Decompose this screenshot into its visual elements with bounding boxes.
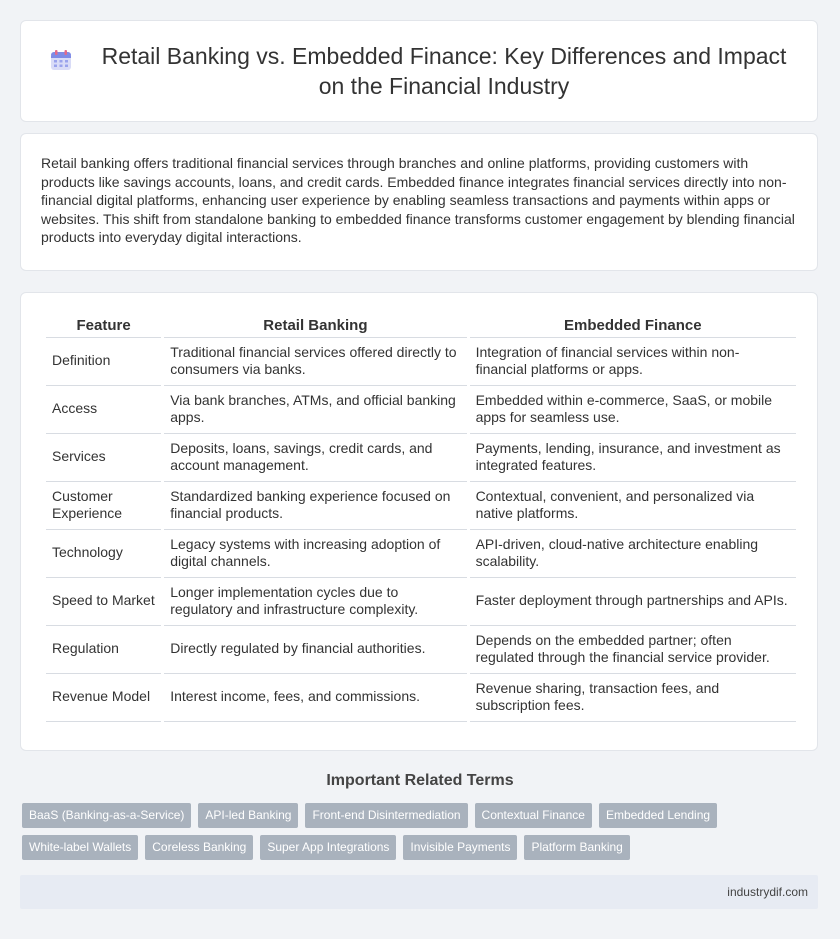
intro-card: [20, 133, 818, 271]
retail-cell: Interest income, fees, and commissions.: [164, 674, 466, 722]
related-term-tag[interactable]: Contextual Finance: [475, 803, 592, 828]
embedded-cell: Contextual, convenient, and personalized via native platforms.: [470, 482, 796, 530]
table-row: [46, 626, 796, 674]
retail-cell: Longer implementation cycles due to regulatory and infrastructure complexity.: [164, 578, 466, 626]
table-row: [46, 338, 796, 386]
comparison-card: [20, 292, 818, 751]
retail-cell: Via bank branches, ATMs, and official banking apps.: [164, 386, 466, 434]
related-terms-list: [22, 803, 812, 860]
feature-cell: Customer Experience: [46, 482, 161, 530]
related-terms-title: Important Related Terms: [326, 772, 514, 789]
embedded-cell: Revenue sharing, transaction fees, and subscription fees.: [470, 674, 796, 722]
retail-cell: Traditional financial services offered directly to consumers via banks.: [164, 338, 466, 386]
page-title: Retail Banking vs. Embedded Finance: Key Differences and Impact on the Financial Industry: [101, 43, 787, 99]
table-row: [46, 386, 796, 434]
feature-cell: Definition: [46, 338, 161, 386]
feature-cell: Access: [46, 386, 161, 434]
comparison-table: [43, 313, 799, 722]
related-term-tag[interactable]: Embedded Lending: [599, 803, 717, 828]
retail-cell: Standardized banking experience focused on financial products.: [164, 482, 466, 530]
feature-cell: Revenue Model: [46, 674, 161, 722]
related-term-tag[interactable]: Platform Banking: [524, 835, 629, 860]
feature-cell: Speed to Market: [46, 578, 161, 626]
embedded-cell: Faster deployment through partnerships and APIs.: [470, 578, 796, 626]
header-embedded-finance: Embedded Finance: [470, 313, 796, 338]
footer: [20, 875, 818, 909]
table-header-row: [46, 313, 796, 338]
embedded-cell: Integration of financial services within non-financial platforms or apps.: [470, 338, 796, 386]
calendar-icon: [49, 48, 73, 72]
table-row: [46, 674, 796, 722]
related-term-tag[interactable]: Front-end Disintermediation: [305, 803, 467, 828]
header-retail-banking: Retail Banking: [164, 313, 466, 338]
retail-cell: Deposits, loans, savings, credit cards, and account management.: [164, 434, 466, 482]
related-term-tag[interactable]: API-led Banking: [198, 803, 298, 828]
table-row: [46, 434, 796, 482]
table-row: [46, 482, 796, 530]
related-term-tag[interactable]: BaaS (Banking-as-a-Service): [22, 803, 191, 828]
feature-cell: Services: [46, 434, 161, 482]
title-card: [20, 20, 818, 122]
related-term-tag[interactable]: Coreless Banking: [145, 835, 253, 860]
embedded-cell: Depends on the embedded partner; often regulated through the financial service provider.: [470, 626, 796, 674]
related-term-tag[interactable]: White-label Wallets: [22, 835, 138, 860]
retail-cell: Directly regulated by financial authorities.: [164, 626, 466, 674]
table-row: [46, 530, 796, 578]
header-feature: Feature: [46, 313, 161, 338]
embedded-cell: API-driven, cloud-native architecture enabling scalability.: [470, 530, 796, 578]
embedded-cell: Payments, lending, insurance, and investment as integrated features.: [470, 434, 796, 482]
footer-site-link[interactable]: industrydif.com: [727, 885, 808, 899]
retail-cell: Legacy systems with increasing adoption of digital channels.: [164, 530, 466, 578]
related-term-tag[interactable]: Super App Integrations: [260, 835, 396, 860]
feature-cell: Regulation: [46, 626, 161, 674]
related-term-tag[interactable]: Invisible Payments: [403, 835, 517, 860]
intro-paragraph: Retail banking offers traditional financial services through branches and online platforms, providing customers with products like savings accounts, loans, and credit cards. Embedded finance integrates financial services directly into non-financial digital platforms, enhancing user experience by enabling seamless transactions and payments within apps or websites. This shift from standalone banking to embedded finance transforms customer engagement by blending financial products into everyday digital interactions.: [41, 155, 795, 245]
feature-cell: Technology: [46, 530, 161, 578]
table-row: [46, 578, 796, 626]
embedded-cell: Embedded within e-commerce, SaaS, or mobile apps for seamless use.: [470, 386, 796, 434]
